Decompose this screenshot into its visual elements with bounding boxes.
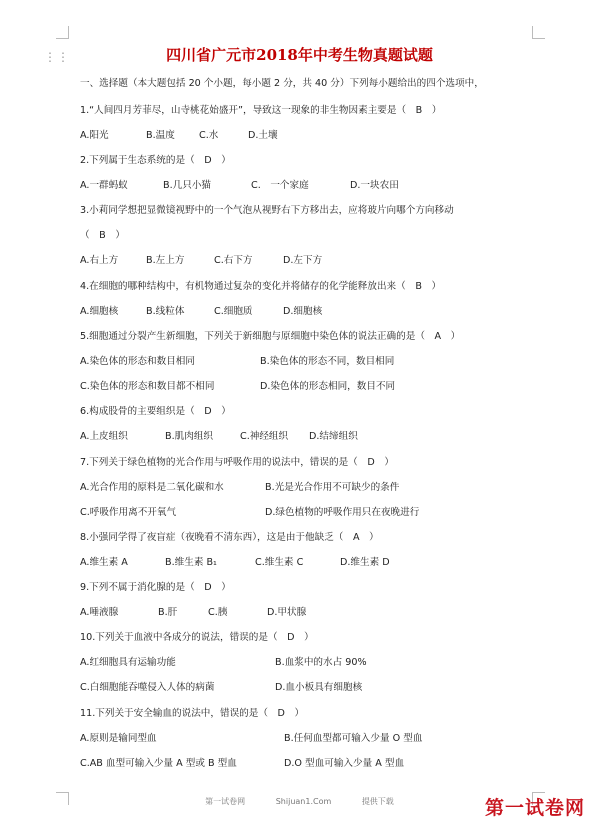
option: C.AB 血型可输入少量 A 型或 B 型血 [80, 758, 237, 769]
option: C.右下方 [214, 255, 253, 266]
option: C.胰 [208, 607, 228, 618]
section-intro: 一、选择题（本大题包括 20 个小题，每小题 2 分，共 40 分）下列每小题给出的四个选项中， [80, 78, 484, 89]
question-stem: 6.构成股骨的主要组织是（ D ） [80, 406, 231, 417]
question-stem: 10.下列关于血液中各成分的说法，错误的是（ D ） [80, 632, 314, 643]
option: A.维生素 A [80, 557, 128, 568]
option: A.右上方 [80, 255, 119, 266]
option: A.原则是输同型血 [80, 733, 157, 744]
question-stem: 2.下列属于生态系统的是（ D ） [80, 155, 231, 166]
option: D.一块农田 [350, 180, 399, 191]
option: C.细胞质 [214, 306, 253, 317]
option: B.肝 [158, 607, 178, 618]
footer-site-url: Shijuan1.Com [275, 797, 332, 806]
option: B.任何血型都可输入少量 O 型血 [284, 733, 423, 744]
option: C.白细胞能吞噬侵入人体的病菌 [80, 682, 215, 693]
option: B.血浆中的水占 90% [275, 657, 367, 668]
option: D.甲状腺 [267, 607, 307, 618]
option: B.温度 [146, 130, 175, 141]
footer-provider: 提供下载 [361, 797, 394, 806]
option: D.染色体的形态相同，数目不同 [260, 381, 396, 392]
document-title: 四川省广元市2018年中考生物真题试题 [166, 46, 433, 64]
option: D.维生素 D [340, 557, 390, 568]
option: D.绿色植物的呼吸作用只在夜晚进行 [265, 507, 420, 518]
option: C.神经组织 [240, 431, 289, 442]
question-stem: 3.小莉同学想把显微镜视野中的一个气泡从视野右下方移出去，应将玻片向哪个方向移动 [80, 205, 454, 216]
question-stem: 9.下列不属于消化腺的是（ D ） [80, 582, 231, 593]
option: B.左上方 [146, 255, 185, 266]
option: A.上皮组织 [80, 431, 128, 442]
option: A.细胞核 [80, 306, 119, 317]
question-stem: 4.在细胞的哪种结构中，有机物通过复杂的变化并将储存的化学能释放出来（ B ） [80, 281, 442, 292]
option: B.几只小猫 [163, 180, 212, 191]
site-logo: 第一试卷网 [484, 797, 585, 819]
option: B.维生素 B₁ [165, 557, 217, 568]
option: C.染色体的形态和数目都不相同 [80, 381, 215, 392]
option: A.光合作用的原料是二氧化碳和水 [80, 482, 224, 493]
option: A.阳光 [80, 130, 109, 141]
option: D.O 型血可输入少量 A 型血 [284, 758, 405, 769]
option: B.光是光合作用不可缺少的条件 [265, 482, 400, 493]
question-stem: 7.下列关于绿色植物的光合作用与呼吸作用的说法中，错误的是（ D ） [80, 457, 394, 468]
option: D.细胞核 [283, 306, 323, 317]
option: B.肌肉组织 [165, 431, 214, 442]
option: C.维生素 C [255, 557, 304, 568]
option: D.血小板具有细胞核 [275, 682, 363, 693]
option: D.结缔组织 [309, 431, 358, 442]
footer-site-name: 第一试卷网 [205, 797, 246, 806]
question-stem: 5.细胞通过分裂产生新细胞，下列关于新细胞与原细胞中染色体的说法正确的是（ A ） [80, 331, 461, 342]
option: B.线粒体 [146, 306, 185, 317]
option: A.一群蚂蚁 [80, 180, 128, 191]
option: A.红细胞具有运输功能 [80, 657, 176, 668]
option: A.唾液腺 [80, 607, 119, 618]
option: D.土壤 [248, 130, 278, 141]
question-stem-continued: （ B ） [80, 230, 125, 241]
page-corner-mark [56, 26, 69, 39]
question-stem: 11.下列关于安全输血的说法中，错误的是（ D ） [80, 708, 305, 719]
question-stem: 1.“人间四月芳菲尽，山寺桃花始盛开”，导致这一现象的非生物因素主要是（ B ） [80, 105, 442, 116]
page-corner-mark [532, 26, 545, 39]
option: C.水 [199, 130, 219, 141]
option: C. 一个家庭 [251, 180, 309, 191]
option: C.呼吸作用离不开氧气 [80, 507, 177, 518]
option: A.染色体的形态和数目相同 [80, 356, 195, 367]
question-stem: 8.小强同学得了夜盲症（夜晚看不清东西），这是由于他缺乏（ A ） [80, 532, 379, 543]
option: B.染色体的形态不同，数目相同 [260, 356, 395, 367]
drag-handle-icon[interactable]: ⋮⋮ [44, 50, 70, 64]
option: D.左下方 [283, 255, 323, 266]
